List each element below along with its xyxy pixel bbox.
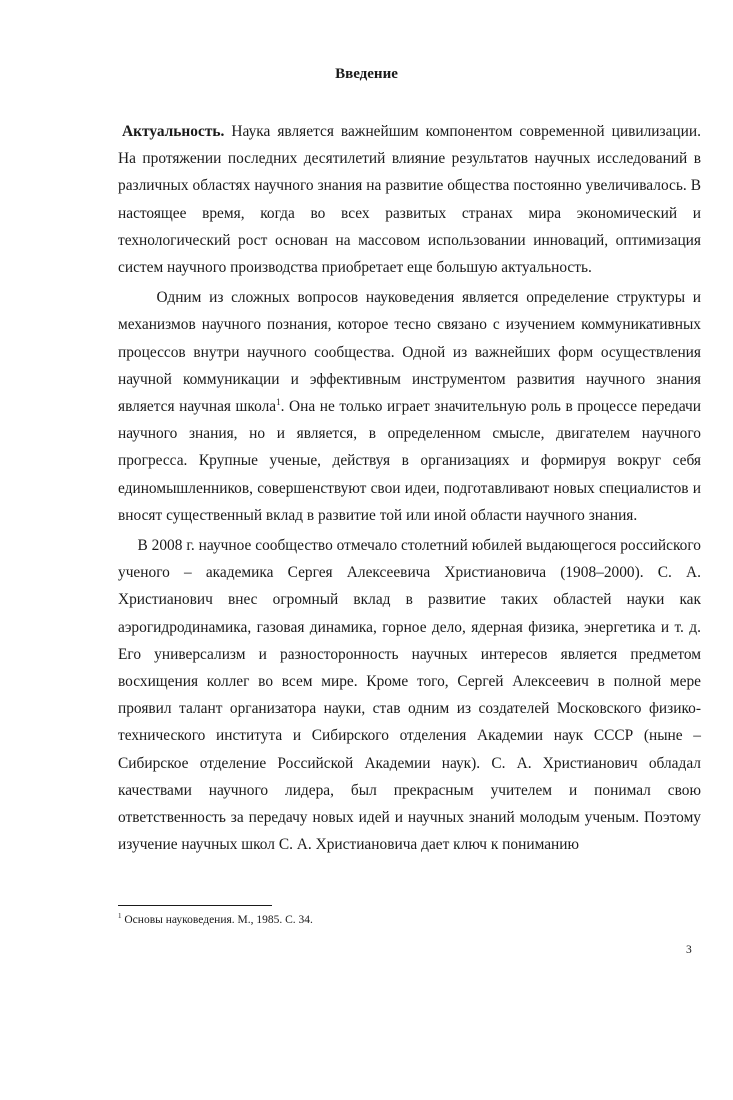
paragraph-text: В 2008 г. научное сообщество отмечало столетний юбилей выдающегося российского ученого – академика Сергея Алексеевича Христиановича (1908–2000). С. А. Христианович внес огромный вклад в развитие таких областей науки как аэрогидродинамика, газовая динамика, горное дело, ядерная физика, энергетика и т. д. Его универсализм и разносторонность научных интересов является предметом восхищения коллег во всем мире. Кроме того, Сергей Алексеевич в полной мере проявил талант организатора науки, став одним из создателей Московского физико-технического института и Сибирского отделения Академии наук СССР (ныне – Сибирское отделение Российской Академии наук). С. А. Христианович обладал качествами научного лидера, был прекрасным учителем и понимал свою ответственность за передачу новых идей и научных знаний молодым ученым. Поэтому изучение научных школ С. А. Христиановича дает ключ к пониманию (118, 537, 701, 854)
footnote-reference[interactable]: 1 (276, 396, 281, 407)
footnote (118, 912, 313, 928)
paragraph-text: Наука является важнейшим компонентом современной цивилизации. На протяжении последних десятилетий влияние результатов научных исследований в различных областях научного знания на развитие общества постоянно увеличивалось. В настоящее время, когда во всех развитых странах мира экономический и технологический рост основан на массовом использовании инноваций, оптимизация систем научного производства приобретает еще большую актуальность. (118, 123, 701, 277)
paragraph-scientific-school (118, 284, 701, 529)
footnote-text: Основы науковедения. М., 1985. С. 34. (121, 914, 313, 926)
paragraph-text: Одним из сложных вопросов науковедения является определение структуры и механизмов научного познания, которое тесно связано с изучением коммуникативных процессов внутри научного сообщества. Одной из важнейших форм осуществления научной коммуникации и эффективным инструментом развития научного знания является научная школа (118, 289, 701, 416)
paragraph-text: . Она не только играет значительную роль в процессе передачи научного знания, но и является, в определенном смысле, двигателем научного прогресса. Крупные ученые, действуя в организациях и формируя вокруг себя единомышленников, совершенствуют свои идеи, подготавливают новых специалистов и вносят существенный вклад в развитие той или иной области научного знания. (118, 398, 702, 524)
footnote-number: 1 (118, 912, 122, 921)
paragraph-khristianovich (118, 532, 701, 858)
paragraph-lead-term: Актуальность. (122, 123, 225, 140)
section-heading: Введение (335, 66, 398, 82)
footnote-separator (118, 905, 272, 906)
page-number: 3 (686, 944, 692, 956)
paragraph-relevance (118, 118, 701, 281)
body-text (118, 118, 701, 861)
